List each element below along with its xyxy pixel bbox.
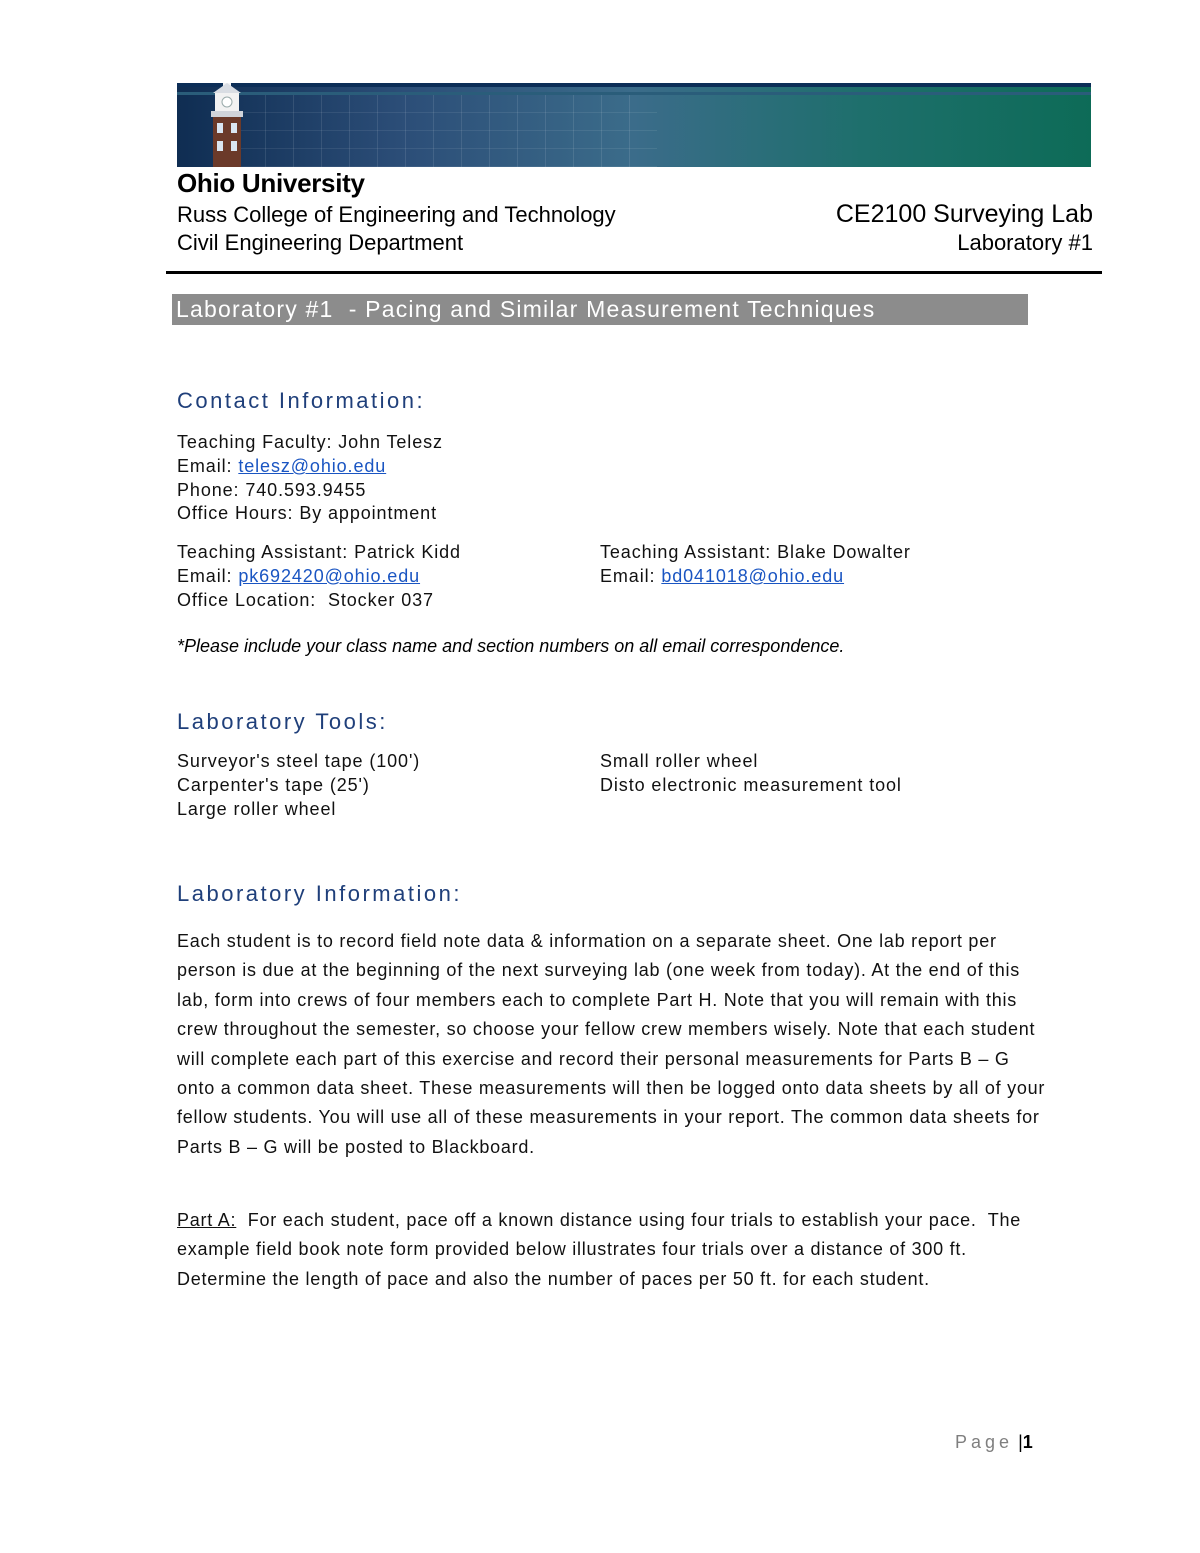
faculty-phone-line [177,480,366,501]
header-banner [177,83,1091,167]
faculty-name: John Telesz [338,432,443,452]
college-name: Russ College of Engineering and Technology [177,202,616,227]
email-label: Email: [177,456,233,476]
ta1-email-link[interactable]: pk692420@ohio.edu [238,566,421,586]
header-divider [166,271,1102,274]
office-hours-value: By appointment [299,503,437,523]
part-a-text: For each student, pace off a known distance using four trials to establish your pace. The example field book note form provided below illustrates four trials over a distance of 300 ft. Determine the length of pace and also the number of paces per 50 ft. for each student. [177,1210,1027,1289]
banner-stripe [177,83,1091,87]
section-heading-tools: Laboratory Tools: [177,709,388,734]
ta1-office-line [177,590,434,611]
ta1-email-line [177,566,420,587]
page-footer [955,1432,1033,1453]
faculty-email-link[interactable]: telesz@ohio.edu [238,456,387,476]
ta2-name: Blake Dowalter [777,542,911,562]
faculty-label: Teaching Faculty: [177,432,333,452]
email-note: *Please include your class name and section numbers on all email correspondence. [177,636,845,656]
banner-building-graphic [237,95,657,167]
tool-item: Large roller wheel [177,799,337,819]
page-separator: | [1018,1432,1023,1452]
page-label: Page [955,1432,1014,1452]
lab-info-paragraph: Each student is to record field note data & information on a separate sheet. One lab report per person is due at the beginning of the next surveying lab (one week from today). At the end of this lab, form into crews of four members each to complete Part H. Note that you will remain with this crew throughout the semester, so choose your fellow crew members wisely. Note that each student will complete each part of this exercise and record their personal measurements for Parts B – G onto a common data sheet. These measurements will then be logged onto data sheets by all of your fellow students. You will use all of these measurements in your report. The common data sheets for Parts B – G will be posted to Blackboard. [177,931,1046,1157]
course-title: CE2100 Surveying Lab [835,200,1093,228]
phone-value: 740.593.9455 [245,480,367,500]
department-name: Civil Engineering Department [177,230,464,255]
email-label: Email: [600,566,656,586]
phone-label: Phone: [177,480,240,500]
ta2-email-link[interactable]: bd041018@ohio.edu [661,566,845,586]
office-location-label: Office Location: [177,590,317,610]
clock-tower-image [195,83,259,167]
ta1-name: Patrick Kidd [354,542,461,562]
ta-label: Teaching Assistant: [600,542,772,562]
ta-label: Teaching Assistant: [177,542,349,562]
part-a-label: Part A: [177,1210,237,1230]
section-heading-contact: Contact Information: [177,388,426,413]
page-number: 1 [1022,1432,1033,1452]
faculty-line [177,432,443,453]
tool-item: Small roller wheel [600,751,759,771]
lab-number: Laboratory #1 [957,230,1093,255]
office-hours-label: Office Hours: [177,503,294,523]
lab-title: Laboratory #1 - Pacing and Similar Measurement Techniques [176,296,876,322]
part-a-paragraph [177,1206,1047,1294]
ta1-line [177,542,461,563]
university-name: Ohio University [177,168,365,198]
office-location-value: Stocker 037 [327,590,434,610]
ta2-line [600,542,911,563]
email-label: Email: [177,566,233,586]
tool-item: Surveyor's steel tape (100') [177,751,421,771]
ta2-email-line [600,566,844,587]
faculty-email-line [177,456,386,477]
tool-item: Disto electronic measurement tool [600,775,902,795]
office-hours-line [177,503,437,524]
lab-title-bar [172,294,1028,325]
section-heading-info: Laboratory Information: [177,881,462,906]
tool-item: Carpenter's tape (25') [177,775,370,795]
